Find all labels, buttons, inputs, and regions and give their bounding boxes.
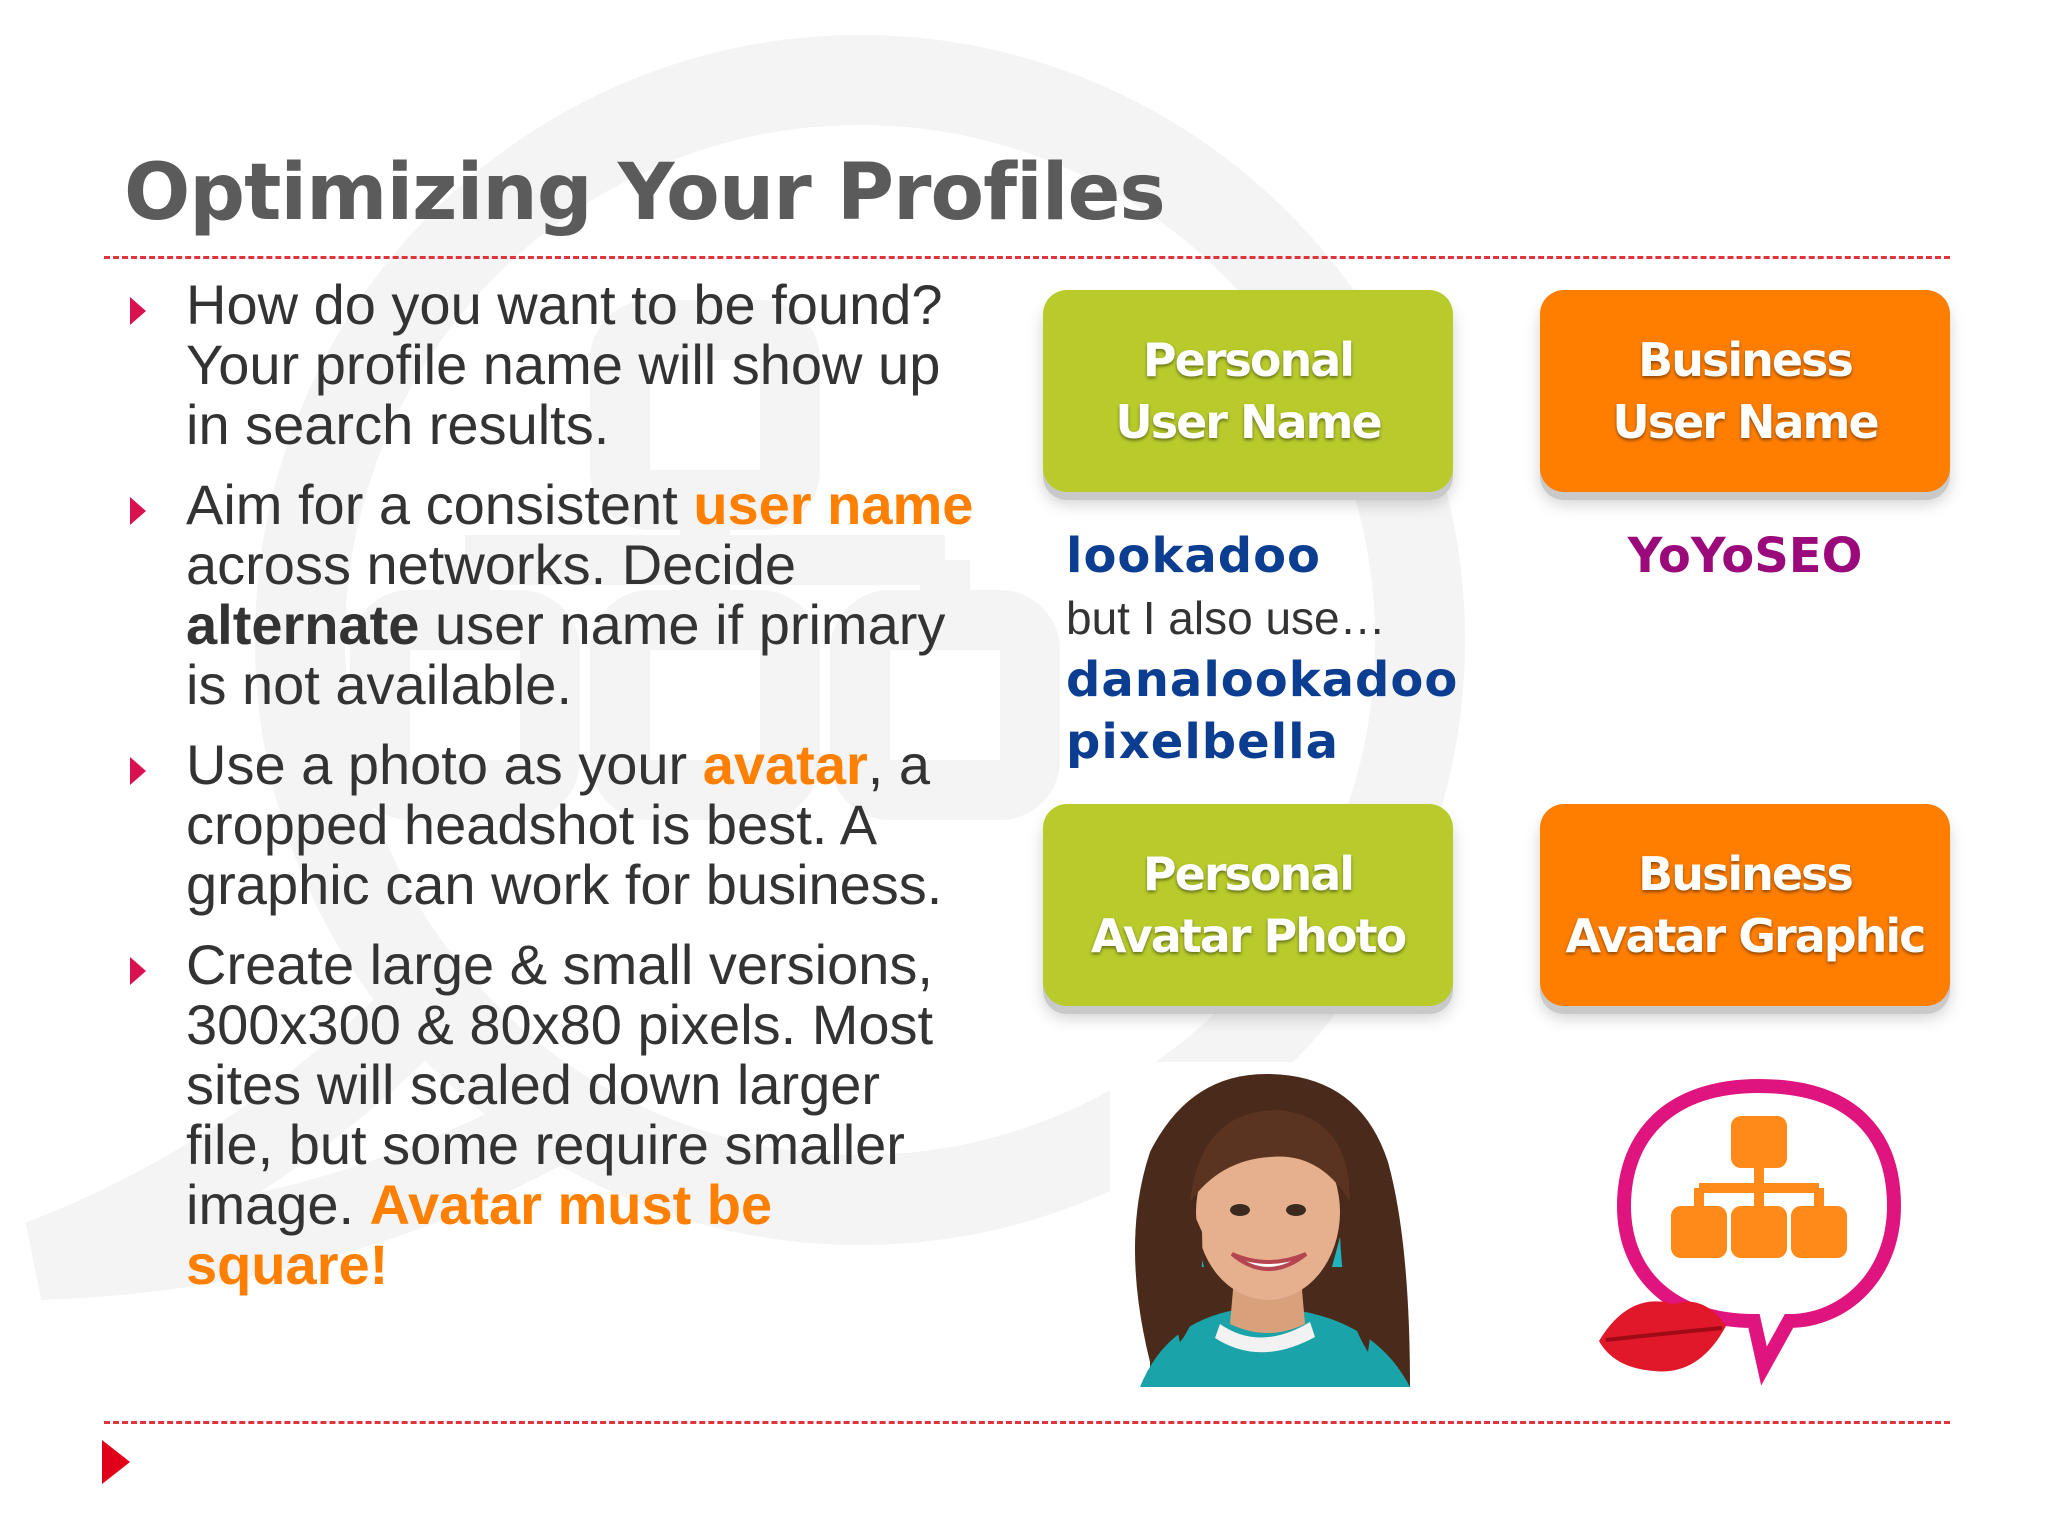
bullet-arrow-icon [130, 757, 146, 785]
bullet-text: , a cropped headshot is best. A graphic can work for business. [186, 733, 943, 916]
alternate-user-name: pixelbella [1066, 714, 1339, 770]
box-label: User Name [1612, 395, 1878, 449]
business-user-name: YoYoSEO [1627, 528, 1863, 584]
bullet-text: across networks. Decide [186, 533, 797, 596]
bullet-text: user name if primary is not available. [186, 593, 946, 716]
bullet-text: Aim for a consistent [186, 473, 694, 536]
box-label: Avatar Graphic [1565, 909, 1925, 963]
box-label: Avatar Photo [1090, 909, 1406, 963]
bullet-arrow-icon [130, 297, 146, 325]
business-user-name-box [1540, 290, 1950, 492]
highlight-alternate: alternate [186, 593, 420, 656]
business-avatar-graphic-box [1540, 804, 1950, 1006]
top-divider [104, 256, 1950, 259]
bullet-text: Use a photo as your [186, 733, 703, 796]
footer-arrow-icon [102, 1440, 130, 1484]
highlight-square: Avatar must be square! [186, 1173, 773, 1296]
bullet-arrow-icon [130, 957, 146, 985]
bullet-item [124, 935, 974, 1295]
box-label: Business [1638, 847, 1852, 901]
highlight-avatar: avatar [702, 733, 868, 796]
box-label: Personal [1142, 333, 1354, 387]
bullet-item [124, 475, 974, 715]
bullet-list [124, 275, 974, 1315]
personal-user-name-box [1043, 290, 1453, 492]
bullet-text: Create large & small versions, 300x300 & 80x80 pixels. Most sites will scaled down larger file, but some require smaller image. [186, 933, 934, 1236]
personal-avatar-photo [1110, 1062, 1422, 1387]
bottom-divider [104, 1421, 1950, 1424]
page-title: Optimizing Your Profiles [124, 148, 1165, 238]
bullet-item [124, 275, 974, 455]
box-label: Personal [1142, 847, 1354, 901]
also-use-text: but I also use… [1066, 592, 1386, 644]
alternate-user-name: danalookadoo [1066, 652, 1459, 708]
box-label: User Name [1115, 395, 1381, 449]
primary-user-name: lookadoo [1066, 528, 1322, 584]
bullet-item [124, 735, 974, 915]
highlight-user-name: user name [693, 473, 974, 536]
business-avatar-graphic [1594, 1066, 1924, 1386]
personal-names [1066, 525, 1458, 773]
bullet-text: How do you want to be found? Your profile name will show up in search results. [186, 273, 943, 456]
personal-avatar-photo-box [1043, 804, 1453, 1006]
box-label: Business [1638, 333, 1852, 387]
bullet-arrow-icon [130, 497, 146, 525]
